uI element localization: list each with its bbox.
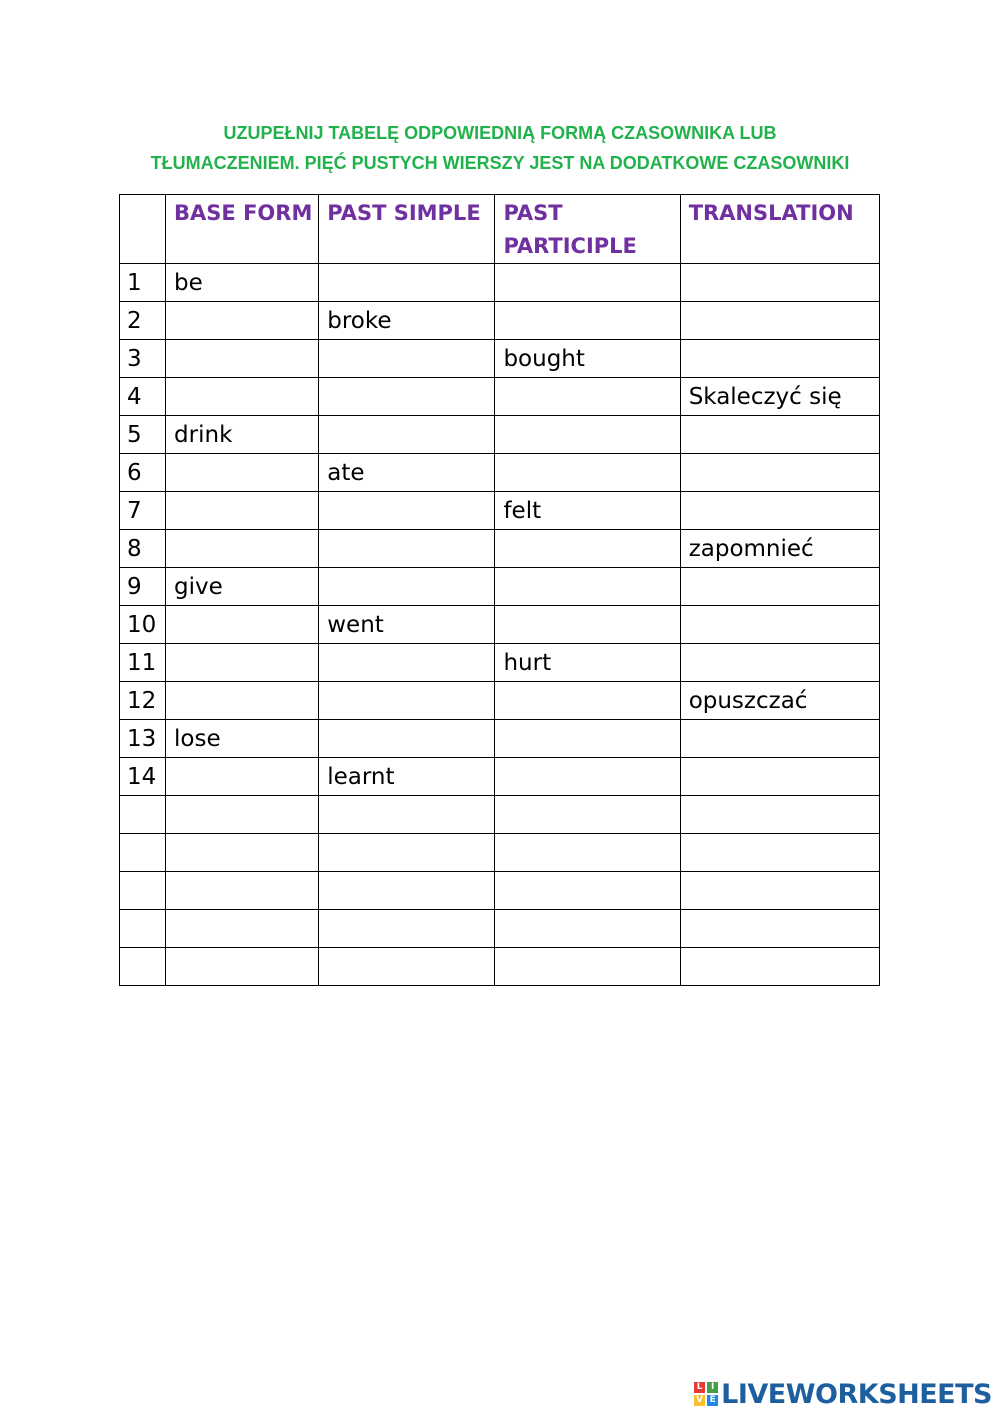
cell-past-participle[interactable]: bought <box>495 340 680 378</box>
table-row <box>120 644 880 682</box>
cell-translation[interactable] <box>680 302 879 340</box>
cell-base-form[interactable] <box>166 758 319 796</box>
cell-base-form[interactable] <box>166 492 319 530</box>
table-row <box>120 530 880 568</box>
cell-past-simple[interactable]: ate <box>319 454 495 492</box>
cell-translation[interactable] <box>680 568 879 606</box>
cell-number[interactable] <box>120 834 166 872</box>
cell-translation[interactable] <box>680 644 879 682</box>
header-past-participle: PAST PARTICIPLE <box>495 195 680 264</box>
cell-past-participle[interactable] <box>495 530 680 568</box>
logo-text: LIVEWORKSHEETS <box>721 1378 992 1410</box>
cell-past-simple[interactable]: broke <box>319 302 495 340</box>
cell-past-simple[interactable] <box>319 264 495 302</box>
cell-number[interactable]: 13 <box>120 720 166 758</box>
cell-number[interactable]: 2 <box>120 302 166 340</box>
cell-number[interactable] <box>120 796 166 834</box>
table-row <box>120 568 880 606</box>
logo-mark-letter: I <box>707 1382 718 1393</box>
cell-translation[interactable] <box>680 264 879 302</box>
table-row <box>120 948 880 986</box>
cell-translation[interactable] <box>680 758 879 796</box>
cell-past-participle[interactable] <box>495 302 680 340</box>
cell-past-simple[interactable] <box>319 720 495 758</box>
cell-past-participle[interactable] <box>495 416 680 454</box>
header-translation: TRANSLATION <box>680 195 879 264</box>
cell-past-participle[interactable] <box>495 568 680 606</box>
cell-past-simple[interactable] <box>319 796 495 834</box>
cell-past-participle[interactable] <box>495 872 680 910</box>
cell-past-participle[interactable] <box>495 606 680 644</box>
cell-number[interactable]: 3 <box>120 340 166 378</box>
cell-base-form[interactable] <box>166 948 319 986</box>
cell-past-simple[interactable] <box>319 492 495 530</box>
cell-translation[interactable] <box>680 834 879 872</box>
cell-number[interactable] <box>120 872 166 910</box>
cell-base-form[interactable] <box>166 302 319 340</box>
cell-translation[interactable]: opuszczać <box>680 682 879 720</box>
cell-base-form[interactable]: lose <box>166 720 319 758</box>
liveworksheets-logo <box>694 1378 992 1410</box>
cell-past-participle[interactable] <box>495 796 680 834</box>
cell-base-form[interactable] <box>166 796 319 834</box>
cell-past-simple[interactable] <box>319 948 495 986</box>
cell-translation[interactable] <box>680 796 879 834</box>
cell-past-simple[interactable] <box>319 682 495 720</box>
cell-number[interactable]: 1 <box>120 264 166 302</box>
cell-number[interactable]: 14 <box>120 758 166 796</box>
cell-base-form[interactable] <box>166 910 319 948</box>
cell-past-participle[interactable] <box>495 264 680 302</box>
cell-number[interactable]: 12 <box>120 682 166 720</box>
table-row <box>120 872 880 910</box>
table-row <box>120 834 880 872</box>
cell-past-simple[interactable] <box>319 644 495 682</box>
table-row <box>120 758 880 796</box>
cell-translation[interactable] <box>680 720 879 758</box>
cell-past-simple[interactable]: went <box>319 606 495 644</box>
table-row <box>120 378 880 416</box>
cell-base-form[interactable]: give <box>166 568 319 606</box>
cell-past-simple[interactable] <box>319 910 495 948</box>
header-past-simple: PAST SIMPLE <box>319 195 495 264</box>
cell-base-form[interactable] <box>166 682 319 720</box>
cell-base-form[interactable]: drink <box>166 416 319 454</box>
cell-base-form[interactable] <box>166 872 319 910</box>
cell-base-form[interactable] <box>166 530 319 568</box>
cell-translation[interactable] <box>680 492 879 530</box>
cell-past-participle[interactable] <box>495 910 680 948</box>
cell-translation[interactable] <box>680 606 879 644</box>
header-number <box>120 195 166 264</box>
cell-past-participle[interactable] <box>495 454 680 492</box>
cell-past-participle[interactable] <box>495 948 680 986</box>
cell-translation[interactable] <box>680 948 879 986</box>
cell-translation[interactable]: zapomnieć <box>680 530 879 568</box>
cell-base-form[interactable] <box>166 644 319 682</box>
cell-past-participle[interactable]: hurt <box>495 644 680 682</box>
cell-past-participle[interactable] <box>495 758 680 796</box>
cell-past-simple[interactable] <box>319 378 495 416</box>
cell-translation[interactable] <box>680 872 879 910</box>
cell-number[interactable]: 8 <box>120 530 166 568</box>
instructions-line-2: TŁUMACZENIEM. PIĘĆ PUSTYCH WIERSZY JEST NA DODATKOWE CZASOWNIKI <box>150 153 850 173</box>
instructions <box>0 118 1000 178</box>
cell-base-form[interactable] <box>166 606 319 644</box>
cell-base-form[interactable] <box>166 340 319 378</box>
cell-past-simple[interactable] <box>319 416 495 454</box>
logo-mark-letter: V <box>694 1395 705 1406</box>
cell-past-simple[interactable] <box>319 568 495 606</box>
cell-past-participle[interactable] <box>495 378 680 416</box>
table-header-row <box>120 195 880 264</box>
cell-past-simple[interactable]: learnt <box>319 758 495 796</box>
cell-base-form[interactable] <box>166 378 319 416</box>
table-row <box>120 302 880 340</box>
table-row <box>120 910 880 948</box>
logo-mark-icon <box>694 1382 718 1406</box>
table-body <box>120 264 880 986</box>
cell-past-participle[interactable] <box>495 834 680 872</box>
table-row <box>120 492 880 530</box>
logo-mark-letter: E <box>707 1395 718 1406</box>
table-row <box>120 606 880 644</box>
cell-number[interactable]: 4 <box>120 378 166 416</box>
cell-number[interactable] <box>120 910 166 948</box>
cell-base-form[interactable] <box>166 454 319 492</box>
cell-past-participle[interactable] <box>495 720 680 758</box>
cell-translation[interactable]: Skaleczyć się <box>680 378 879 416</box>
cell-number[interactable]: 6 <box>120 454 166 492</box>
header-base-form: BASE FORM <box>166 195 319 264</box>
verb-table <box>119 194 880 986</box>
cell-past-participle[interactable]: felt <box>495 492 680 530</box>
cell-translation[interactable] <box>680 340 879 378</box>
cell-number[interactable]: 7 <box>120 492 166 530</box>
cell-number[interactable]: 10 <box>120 606 166 644</box>
logo-mark-letter: L <box>694 1382 705 1393</box>
cell-translation[interactable] <box>680 910 879 948</box>
cell-number[interactable]: 11 <box>120 644 166 682</box>
cell-number[interactable] <box>120 948 166 986</box>
cell-past-simple[interactable] <box>319 872 495 910</box>
cell-translation[interactable] <box>680 416 879 454</box>
cell-translation[interactable] <box>680 454 879 492</box>
table-row <box>120 264 880 302</box>
table-row <box>120 682 880 720</box>
cell-past-simple[interactable] <box>319 530 495 568</box>
table-row <box>120 454 880 492</box>
table-row <box>120 340 880 378</box>
cell-past-participle[interactable] <box>495 682 680 720</box>
table-row <box>120 720 880 758</box>
instructions-line-1: UZUPEŁNIJ TABELĘ ODPOWIEDNIĄ FORMĄ CZASOWNIKA LUB <box>223 123 777 143</box>
cell-base-form[interactable] <box>166 834 319 872</box>
table-row <box>120 796 880 834</box>
cell-base-form[interactable]: be <box>166 264 319 302</box>
cell-past-simple[interactable] <box>319 340 495 378</box>
cell-number[interactable]: 9 <box>120 568 166 606</box>
table-row <box>120 416 880 454</box>
cell-past-simple[interactable] <box>319 834 495 872</box>
cell-number[interactable]: 5 <box>120 416 166 454</box>
